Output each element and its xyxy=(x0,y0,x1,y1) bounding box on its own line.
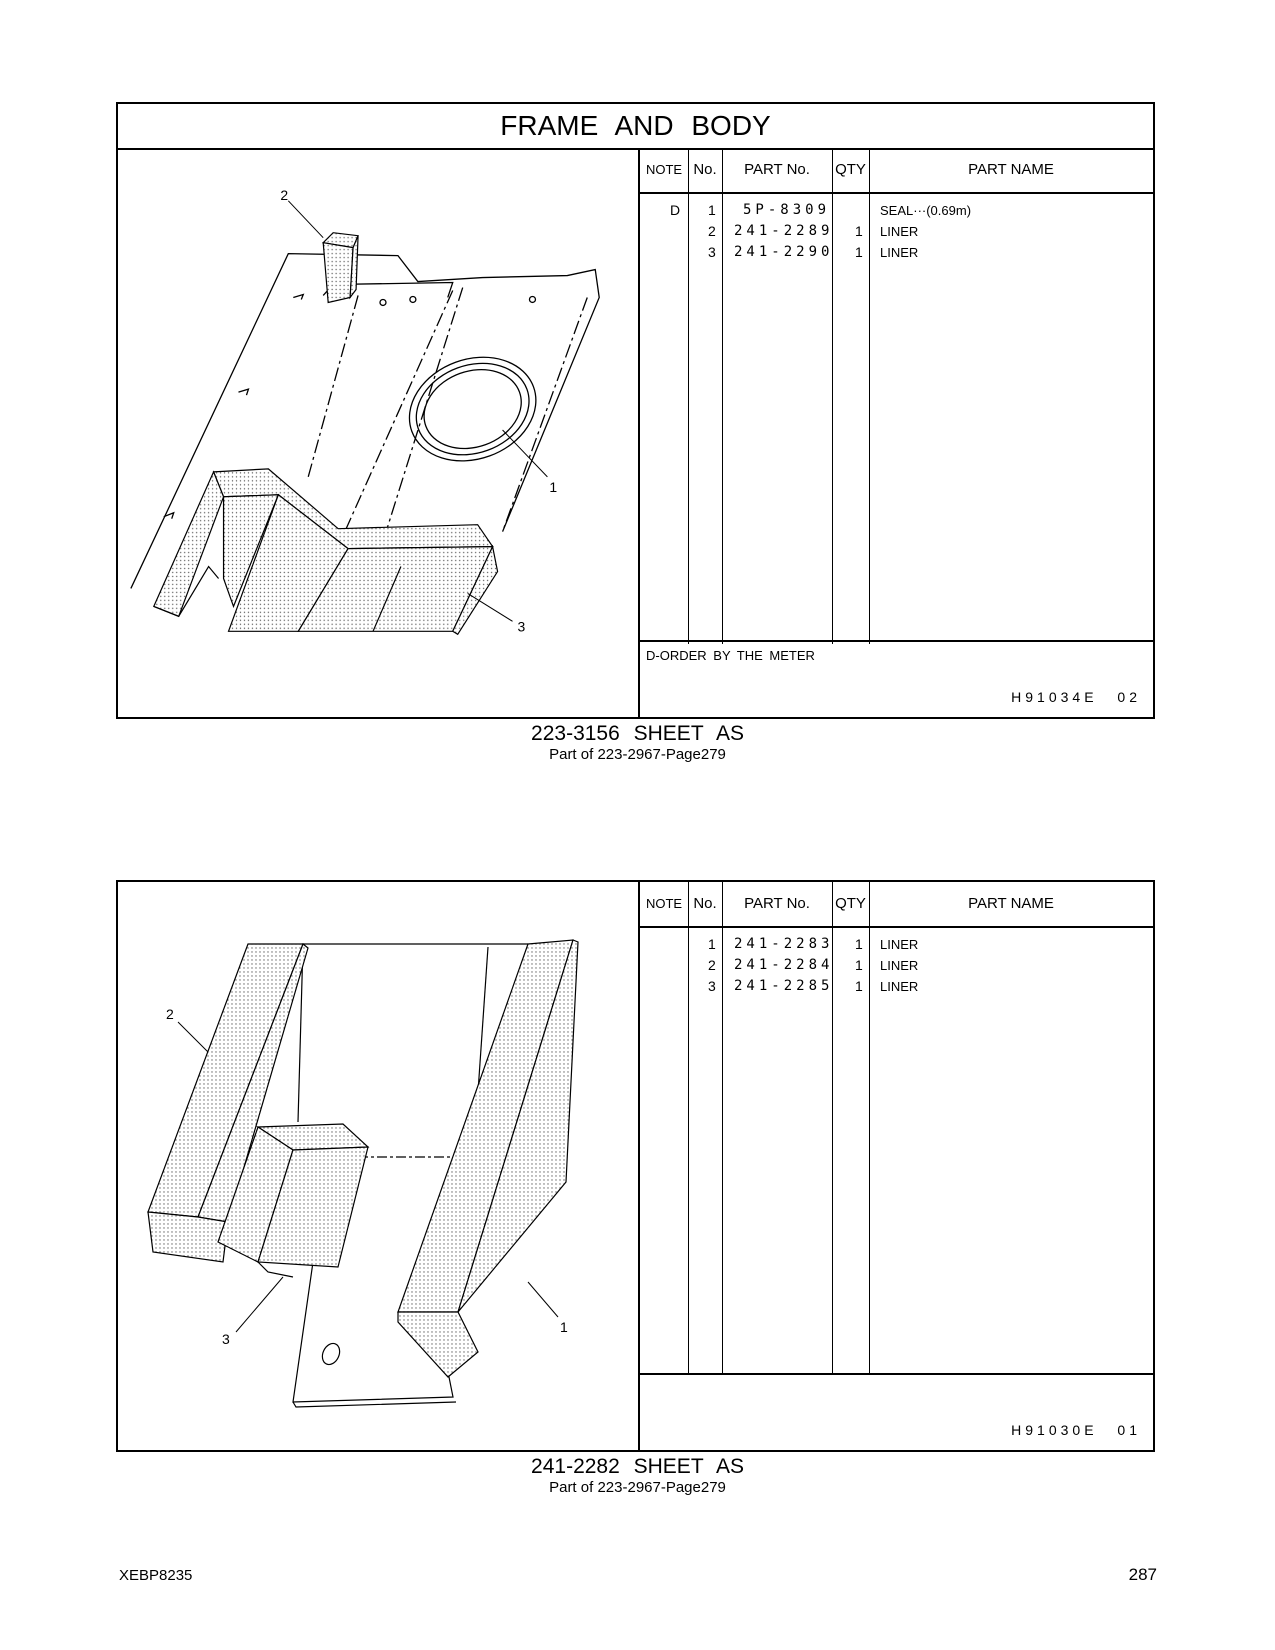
row-note: D xyxy=(670,202,681,218)
table-header xyxy=(640,148,1153,194)
doc-ref: H91030E 01 xyxy=(1011,1422,1141,1438)
table-row xyxy=(640,200,1153,221)
callout-3: 3 xyxy=(517,618,526,635)
row-part-no: 241-2289 xyxy=(734,223,834,239)
exploded-diagram-1 xyxy=(118,148,638,717)
caption-2 xyxy=(0,1455,1275,1496)
header-qty: QTY xyxy=(835,895,866,912)
table-row xyxy=(640,934,1153,955)
callout-2: 2 xyxy=(280,186,289,203)
header-no: No. xyxy=(693,895,717,912)
table-row xyxy=(640,955,1153,976)
table-rows xyxy=(640,934,1153,997)
caption-sub: Part of 223-2967-Page279 xyxy=(549,746,726,763)
parts-panel-2 xyxy=(116,880,1155,1452)
header-note: NOTE xyxy=(645,162,683,177)
row-qty: 1 xyxy=(855,223,863,239)
liner-right-1 xyxy=(398,940,578,1377)
section-title: FRAME AND BODY xyxy=(118,104,1153,150)
row-part-name: LINER xyxy=(880,224,919,239)
footnote: D-ORDER BY THE METER xyxy=(646,648,815,663)
header-qty: QTY xyxy=(835,161,866,178)
table-rows xyxy=(640,200,1153,263)
doc-ref: H91034E 02 xyxy=(1011,689,1141,705)
row-qty: 1 xyxy=(855,244,863,260)
callout-2: 2 xyxy=(166,1006,174,1022)
row-part-no: 241-2290 xyxy=(734,244,834,260)
row-part-name: LINER xyxy=(880,979,919,994)
table-header xyxy=(640,882,1153,928)
callout-3: 3 xyxy=(222,1331,230,1347)
row-qty: 1 xyxy=(855,978,863,994)
row-no: 1 xyxy=(708,936,716,952)
caption-main: 241-2282 SHEET AS xyxy=(531,1455,744,1478)
caption-1 xyxy=(0,722,1275,763)
header-part-name: PART NAME xyxy=(968,895,1054,912)
row-no: 2 xyxy=(708,957,716,973)
page-number: 287 xyxy=(1128,1565,1157,1584)
row-part-name: SEAL···(0.69m) xyxy=(880,203,972,218)
diagram-svg-2 xyxy=(118,882,638,1450)
diagram-svg-1 xyxy=(118,148,638,717)
table-footer xyxy=(640,640,1153,717)
header-part-name: PART NAME xyxy=(968,161,1054,178)
row-part-name: LINER xyxy=(880,245,919,260)
liner-block-2 xyxy=(323,233,358,303)
callout-1: 1 xyxy=(560,1319,568,1335)
caption-sub: Part of 223-2967-Page279 xyxy=(549,1479,726,1496)
row-part-no: 241-2283 xyxy=(734,936,834,952)
row-part-name: LINER xyxy=(880,937,919,952)
liner-block-3 xyxy=(154,469,498,634)
header-part-no: PART No. xyxy=(744,161,810,178)
row-qty: 1 xyxy=(855,957,863,973)
row-part-no: 241-2285 xyxy=(734,978,834,994)
row-part-no: 241-2284 xyxy=(734,957,834,973)
table-row xyxy=(640,242,1153,263)
caption-main: 223-3156 SHEET AS xyxy=(531,722,744,745)
parts-panel-1 xyxy=(116,102,1155,719)
row-part-no: 5P-8309 xyxy=(743,202,831,218)
table-row xyxy=(640,976,1153,997)
row-part-name: LINER xyxy=(880,958,919,973)
row-qty: 1 xyxy=(855,936,863,952)
parts-table-2 xyxy=(638,882,1153,1450)
header-note: NOTE xyxy=(645,896,683,911)
exploded-diagram-2 xyxy=(118,882,638,1450)
header-part-no: PART No. xyxy=(744,895,810,912)
header-no: No. xyxy=(693,161,717,178)
row-no: 3 xyxy=(708,978,716,994)
row-no: 1 xyxy=(708,202,716,218)
seal-ring xyxy=(395,340,551,478)
row-no: 3 xyxy=(708,244,716,260)
table-footer xyxy=(640,1373,1153,1450)
row-no: 2 xyxy=(708,223,716,239)
table-row xyxy=(640,221,1153,242)
parts-table-1 xyxy=(638,148,1153,717)
callout-1: 1 xyxy=(549,478,558,495)
document-code: XEBP8235 xyxy=(119,1567,193,1584)
